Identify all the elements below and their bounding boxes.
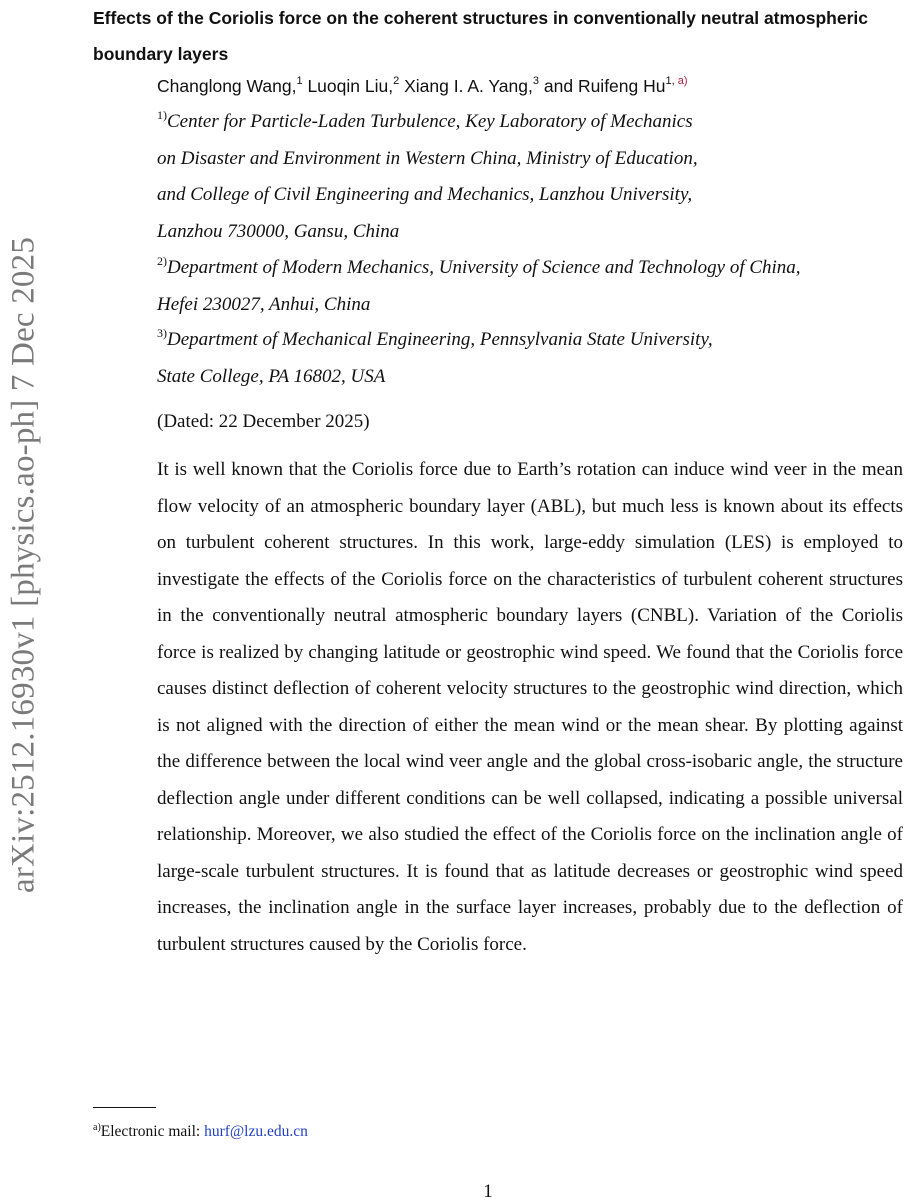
author-name: Luoqin Liu, (307, 76, 394, 96)
arxiv-stamp (0, 0, 40, 1200)
affiliation-line: Center for Particle-Laden Turbulence, Key Laboratory of Mechanics (167, 111, 693, 132)
affiliation-line: and College of Civil Engineering and Mechanics, Lanzhou University, (157, 184, 693, 205)
footnote-link[interactable]: a) (677, 75, 688, 87)
footnote-rule (93, 1107, 156, 1108)
affiliation-1 (157, 104, 904, 250)
author-name: Changlong Wang, (157, 76, 297, 96)
abstract-paragraph: It is well known that the Coriolis force due to Earth’s rotation can induce wind veer in the mean flow velocity of an atmospheric boundary layer (ABL), but much less is known about its effects on turbulent coherent structures. In this work, large-eddy simulation (LES) is employed to investigate the effects of the Coriolis force on the characteristics of turbulent coherent structures in the conventionally neutral atmospheric boundary layers (CNBL). Variation of the Coriolis force is realized by changing latitude or geostrophic wind speed. We found that the Coriolis force causes distinct deflection of coherent velocity structures to the geostrophic wind direction, which is not aligned with the direction of either the mean wind or the mean shear. By plotting against the difference between the local wind veer angle and the global cross-isobaric angle, the structure deflection angle under different conditions can be well collapsed, indicating a possible universal relationship. Moreover, we also studied the effect of the Coriolis force on the inclination angle of large-scale turbulent structures. It is found that as latitude decreases or geostrophic wind speed increases, the inclination angle in the surface layer increases, probably due to the deflection of turbulent structures caused by the Coriolis force. (157, 459, 903, 955)
authors-conjunction: and (543, 76, 574, 96)
affiliation-line: Department of Mechanical Engineering, Pennsylvania State University, (167, 329, 713, 350)
footnote-label: Electronic mail: (100, 1123, 201, 1140)
affiliation-line: Lanzhou 730000, Gansu, China (157, 220, 400, 242)
footnote-mark: a) (93, 1122, 101, 1133)
paper-title: Effects of the Coriolis force on the coherent structures in conventionally neutral atmospheric boundary layers (93, 8, 869, 64)
author-affil-mark: 2 (393, 75, 400, 87)
affiliation-line: State College, PA 16802, USA (157, 365, 386, 387)
dated-line: (Dated: 22 December 2025) (157, 411, 370, 432)
affiliation-line: Hefei 230027, Anhui, China (157, 293, 371, 315)
author-name: Ruifeng Hu (577, 76, 666, 96)
author-affil-mark: 3 (532, 75, 539, 87)
page-number: 1 (483, 1181, 493, 1202)
affiliation-mark: 3) (157, 326, 167, 340)
arxiv-stamp-text: arXiv:2512.16930v1 [physics.ao-ph] 7 Dec 2025 (5, 236, 42, 894)
affiliation-line: Department of Modern Mechanics, University of Science and Technology of China, (167, 257, 801, 278)
affiliation-line: on Disaster and Environment in Western China, Ministry of Education, (157, 147, 698, 169)
footnote (93, 1120, 308, 1144)
affiliation-mark: 1) (157, 108, 167, 122)
author-list (157, 72, 688, 100)
affiliation-3 (157, 322, 904, 395)
author-name: Xiang I. A. Yang, (404, 76, 533, 96)
author-affil-mark: 1 (296, 75, 303, 87)
affiliation-mark: 2) (157, 254, 167, 268)
author-affil-mark: 1, a) (665, 75, 688, 87)
affiliation-2 (157, 250, 904, 323)
email-link[interactable]: hurf@lzu.edu.cn (204, 1123, 308, 1140)
